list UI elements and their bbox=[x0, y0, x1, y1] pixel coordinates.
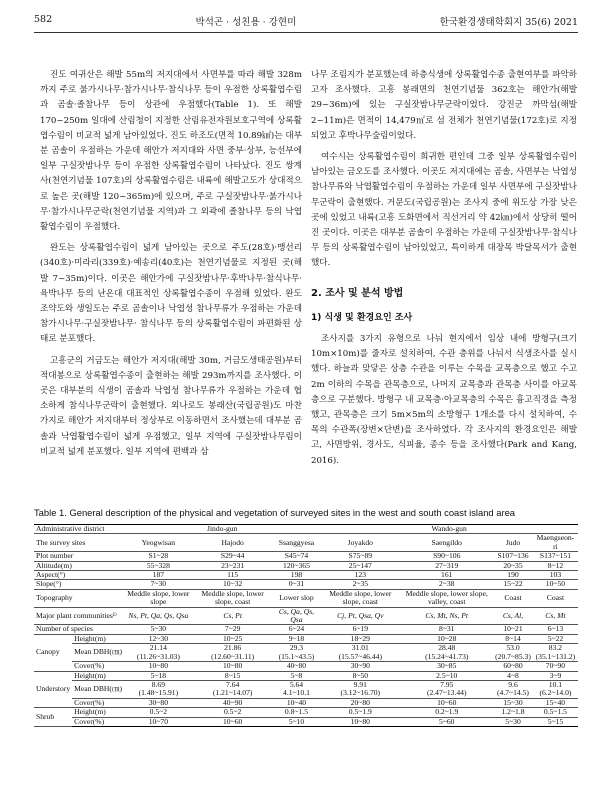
table-cell: Joyakdo bbox=[320, 534, 400, 552]
table-cell: 6~24 bbox=[273, 625, 321, 634]
body-paragraph: 완도는 상록활엽수림이 넓게 남아있는 곳으로 주도(28호)·맹선리(340호)·미라리(339호)·예송리(40호)는 천연기념물로 지정된 곳(해발 7~35m)이다. 이곳은 해안가에 구실잣밤나무·후박나무·참식나무·육박나무 등의 난온대 대표적인 상록활엽수종이 우점해 있었다. 완도 조약도와 생일도는 주로 곰솔이나 낙엽성 참나무류가 우점하는 가운데 참가시나무·구실잣밤나무· 참식나무 등의 상록활엽수림이 파편화된 상태로 분포했다. bbox=[40, 243, 302, 345]
layer-label: Understory bbox=[34, 671, 72, 708]
row-label: Height(m) bbox=[72, 708, 124, 717]
table-cell: 8~50 bbox=[320, 671, 400, 680]
row-label: Topography bbox=[34, 589, 124, 607]
table-cell: 0.5~2 bbox=[124, 708, 193, 717]
table-cell: 28.48 (15.24~41.73) bbox=[400, 644, 493, 662]
table-caption: Table 1. General description of the physical and vegetation of surveyed sites in the west and south coast island area bbox=[34, 507, 516, 518]
right-column bbox=[311, 68, 577, 475]
table-row bbox=[34, 671, 578, 680]
table-cell: Cs, Qa, Qs, Qsa bbox=[273, 607, 321, 625]
table-cell: 30~80 bbox=[124, 698, 193, 707]
table-cell: 15~40 bbox=[533, 698, 578, 707]
left-column bbox=[40, 68, 302, 466]
table-cell: Cs, Al, bbox=[493, 607, 533, 625]
table-cell: 5.64 4.1~10.1 bbox=[273, 680, 321, 698]
table-cell: 29.3 (15.1~43.5) bbox=[273, 644, 321, 662]
table-cell: 5~8 bbox=[273, 671, 321, 680]
table-cell: 9.6 (4.7~14.5) bbox=[493, 680, 533, 698]
table-cell: 10~21 bbox=[493, 625, 533, 634]
table-cell: 23~231 bbox=[193, 561, 273, 570]
subsection-title: 1) 식생 및 환경요인 조사 bbox=[311, 312, 413, 323]
row-label: Mean DBH(㎝) bbox=[72, 644, 124, 662]
table-cell: 4~8 bbox=[493, 671, 533, 680]
table-row bbox=[34, 607, 578, 625]
body-paragraph: 여수시는 상록활엽수림이 희귀한 편인데 그중 일부 상록활엽수림이 남아있는 금오도를 조사했다. 이곳도 저지대에는 곰솔, 사면부는 낙엽성 참나무류와 낙엽활엽수림이 우점하는 가운데 일부 사면부에 구실잣밤나무군락이 출현했다. 거문도(국립공원)는 조사지 중에 위도상 가장 낮은 곳에 있었고 내륙(고흥 도화면에서 직선거리 약 42㎞)에서 상당히 떨어진 곳이다. 이곳은 대부분 곰솔이 우점하는 가운데 구실잣밤나무·참식나무 등의 상록활엽수림이 남아있었고, 특이하게 대장목 박달목서가 출현했다. bbox=[311, 152, 577, 269]
table-cell: 2.5~10 bbox=[400, 671, 493, 680]
row-label: Cover(%) bbox=[72, 662, 124, 671]
wando-header: Wando-gun bbox=[320, 525, 578, 534]
table-cell: 10~80 bbox=[124, 662, 193, 671]
table-row bbox=[34, 525, 578, 534]
body-paragraph: 고흥군의 거금도는 해안가 저지대(해발 30m, 거금도생태공원)부터 적대봉으로 상록활엽수종이 출현하는 해발 293m까지를 조사했다. 이곳은 대부분의 식생이 곰솔과 낙엽성 참나무류가 우점하는 가운데 협소하게 참식나무군락이 출현했다. 외나로도 봉래산(국립공원)도 마찬가지로 해안가 저지대부터 정상부로 이동하면서 조사했는데 대부분 곰솔과 낙엽활엽수림이 넓게 우점했고, 일부 지역에 구실잣밤나무림이 비교적 넓게 분포했다. 일부 지역에 편백과 삼 bbox=[40, 355, 302, 457]
body-paragraph: 나무 조림지가 분포했는데 하층식생에 상록활엽수종 출현여부를 파악하고자 조사했다. 고흥 봉래면의 천연기념물 362호는 해안가(해발 29~36m)에 있는 구실잣밤나무군락이었다. 강진군 까막섬(해발 2~11m)은 면적이 14,479㎡로 섬 전체가 천연기념물(172호)로 지정되었고 후박나무숲림이었다. bbox=[311, 70, 577, 141]
table-row bbox=[34, 708, 578, 717]
table-cell: 21.14 (11.26~31.03) bbox=[124, 644, 193, 662]
table-cell: 10.1 (6.2~14.0) bbox=[533, 680, 578, 698]
table-cell: 7.95 (2.47~13.44) bbox=[400, 680, 493, 698]
table-cell: Judo bbox=[493, 534, 533, 552]
table-cell: 9~18 bbox=[273, 634, 321, 643]
row-label: The survey sites bbox=[34, 534, 124, 552]
table-cell: Meddle slope, lower slope, coast bbox=[193, 589, 273, 607]
table-cell: 161 bbox=[400, 571, 493, 580]
table-cell: 10~60 bbox=[193, 717, 273, 726]
table-cell: 10~70 bbox=[124, 717, 193, 726]
row-label: Number of species bbox=[34, 625, 124, 634]
table-cell: 40~90 bbox=[193, 698, 273, 707]
table-cell: 25~147 bbox=[320, 561, 400, 570]
row-label: Height(m) bbox=[72, 634, 124, 643]
table-cell: 10~80 bbox=[193, 662, 273, 671]
table-cell: S90~106 bbox=[400, 552, 493, 561]
row-label: Cover(%) bbox=[72, 717, 124, 726]
table-cell: 10~28 bbox=[400, 634, 493, 643]
running-header bbox=[34, 14, 578, 28]
table-cell: 5~22 bbox=[533, 634, 578, 643]
table-cell: 5~18 bbox=[124, 671, 193, 680]
table-cell: 53.0 (20.7~85.3) bbox=[495, 643, 531, 661]
table-cell: S137~151 bbox=[533, 552, 578, 561]
layer-label: Canopy bbox=[34, 634, 72, 671]
section-title: 2. 조사 및 분석 방법 bbox=[311, 287, 404, 299]
site-description-table bbox=[34, 524, 578, 727]
table-cell: 8~12 bbox=[533, 561, 578, 570]
table-cell: 10~80 bbox=[320, 717, 400, 726]
row-label: Altitude(m) bbox=[34, 561, 124, 570]
table-cell: Ns, Pt, Qa, Qs, Qsa bbox=[124, 607, 193, 625]
table-cell: 123 bbox=[320, 571, 400, 580]
table-cell: 6~19 bbox=[320, 625, 400, 634]
table-row bbox=[34, 534, 578, 552]
row-label: Major plant communities¹⁾ bbox=[34, 607, 124, 625]
table-cell: 60~80 bbox=[493, 662, 533, 671]
table-cell: Meddle slope, lower slope bbox=[124, 589, 193, 607]
jindo-header: Jindo-gun bbox=[124, 525, 320, 534]
table-cell: 70~90 bbox=[533, 662, 578, 671]
table-row bbox=[34, 580, 578, 589]
table-cell: 2~38 bbox=[400, 580, 493, 589]
table-cell: 21.86 (12.60~31.11) bbox=[193, 644, 273, 662]
table-cell: 27~319 bbox=[400, 561, 493, 570]
table-cell: 198 bbox=[273, 571, 321, 580]
table-cell: 0.5~2 bbox=[193, 708, 273, 717]
table-cell: 0.5~1.5 bbox=[533, 708, 578, 717]
table-cell: 103 bbox=[533, 571, 578, 580]
table-cell: 10~50 bbox=[533, 580, 578, 589]
table-cell: Coast bbox=[533, 589, 578, 607]
table-cell: 5~15 bbox=[533, 717, 578, 726]
table-cell: 5~30 bbox=[124, 625, 193, 634]
table-cell: 1.2~1.8 bbox=[493, 708, 533, 717]
table-cell: 3~9 bbox=[533, 671, 578, 680]
table-cell: 190 bbox=[493, 571, 533, 580]
table-cell: Cj, Pt, Qsa, Qv bbox=[320, 607, 400, 625]
table-row bbox=[34, 625, 578, 634]
table-cell: Coast bbox=[493, 589, 533, 607]
table-row bbox=[34, 662, 578, 671]
table-cell: 10~25 bbox=[193, 634, 273, 643]
table-cell: 9.91 (3.12~16.70) bbox=[320, 680, 400, 698]
header-rule bbox=[34, 32, 578, 33]
table-cell: 15~22 bbox=[493, 580, 533, 589]
table-cell: S75~89 bbox=[320, 552, 400, 561]
table-row bbox=[34, 644, 578, 662]
table-cell: 83.2 (35.1~131.2) bbox=[533, 644, 578, 662]
table-cell: Yeogwisan bbox=[124, 534, 193, 552]
table-cell: 15~30 bbox=[493, 698, 533, 707]
table-cell: 120~365 bbox=[273, 561, 321, 570]
table-cell: 0.8~1.5 bbox=[273, 708, 321, 717]
table-cell: Maengseon-ri bbox=[533, 534, 578, 552]
table-cell: 8~14 bbox=[493, 634, 533, 643]
page-number: 582 bbox=[34, 14, 53, 25]
table-cell: Meddle slope, lower slope, coast bbox=[320, 589, 400, 607]
table-row bbox=[34, 571, 578, 580]
table-cell: 7.64 (1.21~14.07) bbox=[193, 680, 273, 698]
table-row bbox=[34, 680, 578, 698]
table-cell: Cs, Mt, Ns, Pt bbox=[400, 607, 493, 625]
table-cell: 5~10 bbox=[273, 717, 321, 726]
table-cell: Meddle slope, lower slope, valley, coast bbox=[400, 589, 493, 607]
table-cell: S1~28 bbox=[124, 552, 193, 561]
table-row bbox=[34, 552, 578, 561]
row-label: Slope(°) bbox=[34, 580, 124, 589]
table-cell: 10~32 bbox=[193, 580, 273, 589]
admin-district-label: Administrative district bbox=[34, 525, 124, 534]
table-cell: 30~85 bbox=[400, 662, 493, 671]
table-row bbox=[34, 634, 578, 643]
table-row bbox=[34, 717, 578, 726]
table-cell: 6~13 bbox=[533, 625, 578, 634]
table-cell: S107~136 bbox=[493, 552, 533, 561]
table-cell: Saengildo bbox=[400, 534, 493, 552]
authors: 박석곤 · 성친용 · 강현미 bbox=[195, 17, 297, 28]
table-cell: 8~31 bbox=[400, 625, 493, 634]
row-label: Height(m) bbox=[72, 671, 124, 680]
table-cell: 20~35 bbox=[493, 561, 533, 570]
table-cell: Ssanggyesa bbox=[273, 534, 321, 552]
row-label: Aspect(°) bbox=[34, 571, 124, 580]
table-cell: Cs, Pt bbox=[193, 607, 273, 625]
row-label: Cover(%) bbox=[72, 698, 124, 707]
table-cell: Hajodo bbox=[193, 534, 273, 552]
table-cell: 5~60 bbox=[400, 717, 493, 726]
table-cell: 12~30 bbox=[124, 634, 193, 643]
table-cell: Cs, Mt bbox=[533, 607, 578, 625]
table-cell: 18~29 bbox=[320, 634, 400, 643]
body-paragraph: 조사지를 3가지 유형으로 나눠 현지에서 임상 내에 방형구(크기 10m×10m)를 줄자로 설치하여, 수관 층위를 나눠서 식생조사를 실시했다. 하늘과 맞닿은 상층 수관을 이루는 수목을 교목층으로 했고 수고 2m 이하의 수목을 관목층으로, 나머지 교목층과 관목층 사이를 아교목층으로 구분했다. 방형구 내 교목층·아교목층의 수목은 흉고직경을 측정했고, 관목층은 크기 5m×5m의 소방형구 1개소를 다시 설치하여, 수목의 수관폭(장변×단변)을 조사하였다. 각 조사지의 환경요인은 해발고, 사면방위, 경사도, 식피율, 종수 등을 조사했다(Park and Kang, 2016). bbox=[311, 334, 577, 466]
table-cell: 0~31 bbox=[273, 580, 321, 589]
table-cell: 115 bbox=[193, 571, 273, 580]
table-cell: 10~60 bbox=[400, 698, 493, 707]
table-cell: 7~30 bbox=[124, 580, 193, 589]
table-cell: 10~40 bbox=[273, 698, 321, 707]
table-cell: 7~29 bbox=[193, 625, 273, 634]
table-cell: 30~90 bbox=[320, 662, 400, 671]
table-cell: S45~74 bbox=[273, 552, 321, 561]
row-label: Mean DBH(㎝) bbox=[72, 680, 124, 698]
table-cell: 8~15 bbox=[193, 671, 273, 680]
table-cell: 31.01 (15.57~46.44) bbox=[320, 644, 400, 662]
body-paragraph: 진도 여귀산은 해발 55m의 저지대에서 사면부를 따라 해발 328m까지 주로 붉가시나무·참가시나무·참식나무 등이 우점한 상록활엽수림과 곰솔·졸참나무 등이 상관에 우점했다(Table 1). 또 해발 170~250m 일대에 산림청이 지정한 산림유전자원보호구역에 상록활엽수림이 비교적 넓게 남아있었다. 진도 하조도(면적 10.89㎢)는 대부분 곰솔이 우점하는 가운데 해안가 저지대와 사면 중부·상부, 능선부에 일부 구실잣밤나무 등이 우점한 상록활엽수림이 나타났다. 진도 쌍계사(천연기념물 107호)의 상록활엽수림은 내륙에 해발고도가 상대적으로 높은 곳(해발 120~365m)에 있으며, 주로 구실잣밤나무·붉가시나무·참가시나무군락(천연기념물 지역)과 그 외곽에 졸참나무 등의 낙엽활엽수림이 우점했다. bbox=[40, 70, 302, 233]
table-cell: 187 bbox=[124, 571, 193, 580]
table-cell: 0.2~1.9 bbox=[400, 708, 493, 717]
layer-label: Shrub bbox=[34, 708, 72, 727]
table-row bbox=[34, 589, 578, 607]
table-cell: S29~44 bbox=[193, 552, 273, 561]
table-cell: 5~30 bbox=[493, 717, 533, 726]
table-row bbox=[34, 561, 578, 570]
table-cell: 40~80 bbox=[273, 662, 321, 671]
table-cell: 2~35 bbox=[320, 580, 400, 589]
table-cell: 8.69 (1.48~15.91) bbox=[124, 680, 193, 698]
table-cell: 0.5~1.9 bbox=[320, 708, 400, 717]
journal-name: 한국환경생태학회지 35(6) 2021 bbox=[439, 17, 578, 28]
table-cell: Lower slop bbox=[273, 589, 321, 607]
row-label: Plot number bbox=[34, 552, 124, 561]
table-cell: 55~328 bbox=[124, 561, 193, 570]
table-cell: 20~80 bbox=[320, 698, 400, 707]
